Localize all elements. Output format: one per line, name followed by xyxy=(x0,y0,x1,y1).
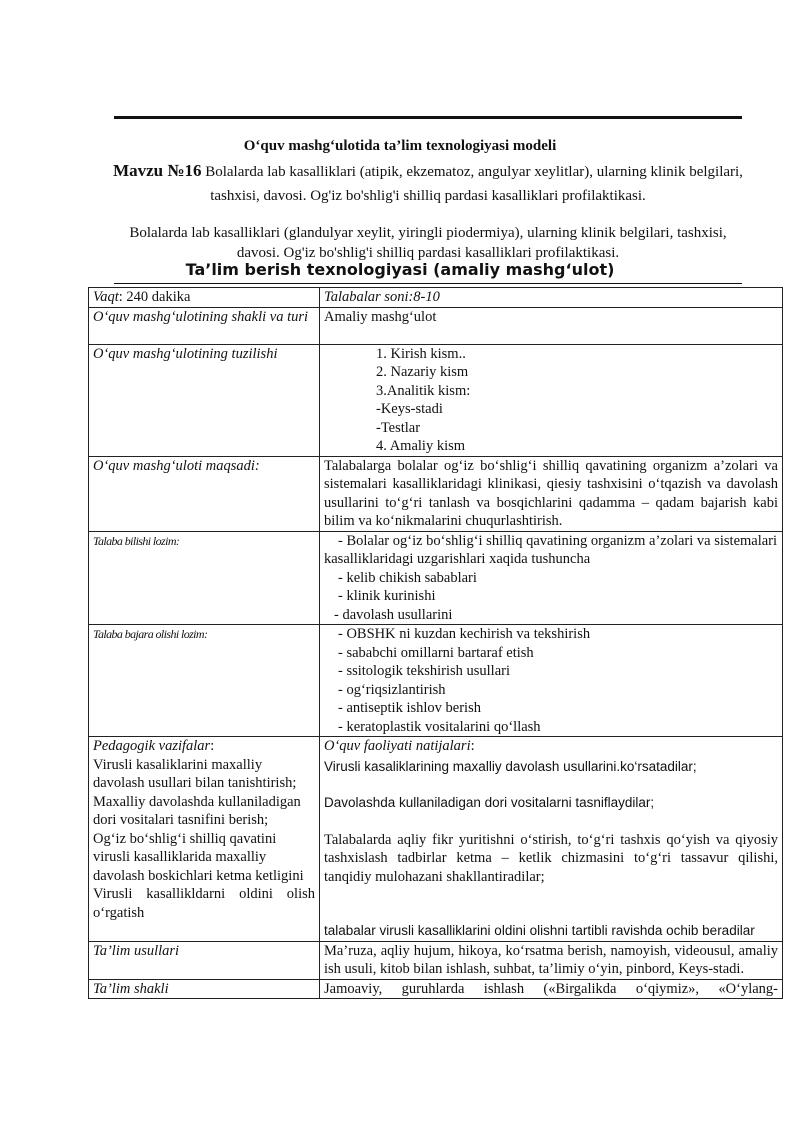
list-item: 3.Analitik kism: xyxy=(376,382,471,399)
pedagogic-line: Virusli kasaliklarini maxalliy davolash usullari bilan tanishtirish; xyxy=(93,756,297,791)
list-item: -Testlar xyxy=(376,419,421,436)
list-item: 2. Nazariy kism xyxy=(376,364,469,380)
top-rule xyxy=(114,116,742,119)
structure-label: O‘quv mashg‘ulotining tuzilishi xyxy=(89,344,320,456)
list-item: - davolash usullarini xyxy=(334,606,453,623)
do-label-cell xyxy=(89,625,320,737)
list-item: - klinik kurinishi xyxy=(338,588,436,604)
pedagogic-line: Maxalliy davolashda kullaniladigan dori vositalari tasnifini berish; xyxy=(93,793,301,828)
pedagogic-cell: Pedagogik vazifalar: Virusli kasaliklarini maxalliy davolash usullari bilan tanishtirish; Maxalliy davolashda kullaniladigan dori vositalari tasnifini berish; Og‘iz bo‘shlig‘i shilliq qavatini virusli kasalliklarida maxalliy davolash boskichlari ketma ketligini Virusli kasallikldarni oldini olish o‘rgatish xyxy=(89,737,320,942)
table-row xyxy=(89,288,783,308)
form-value: Jamoaviy, guruhlarda ishlash («Birgalikda o‘qiymiz», «O‘ylang- xyxy=(320,979,783,999)
type-value: Amaliy mashg‘ulot xyxy=(320,307,783,344)
time-value: : 240 dakika xyxy=(118,289,191,305)
list-item: - ssitologik tekshirish usullari xyxy=(338,663,510,679)
table-row xyxy=(89,307,783,344)
list-item: - sababchi omillarni bartaraf etish xyxy=(338,644,534,661)
list-item: - Bolalar og‘iz bo‘shlig‘i shilliq qavatining organizm a’zolari va sistemalari kasalliklaridagi uzgarishlari xaqida tushuncha xyxy=(324,532,778,567)
results-line: Talabalarda aqliy fikr yuritishni o‘stirish, to‘g‘ri tashxis qo‘yish va qiyosiy tashxislash tadbirlar ketma – ketlik chizmasini to‘g‘ri tassavur qilishi, tanqidiy mulohazani shakllantiradilar; xyxy=(324,831,778,885)
results-line: talabalar virusli kasalliklarini oldini olishni tartibli ravishda ochib beradilar xyxy=(324,923,755,938)
results-line: Davolashda kullaniladigan dori vositalarni tasniflaydilar; xyxy=(324,795,655,810)
topic-paragraph-2: Bolalarda lab kasalliklari (glandulyar xeylit, yiringli piodermiya), ularning klinik belgilari, tashxisi, davosi. Og'iz bo'shlig'i shilliq pardasi kasalliklari profilaktikasi. xyxy=(129,225,727,261)
structure-list xyxy=(320,344,783,456)
document-title: O‘quv mashg‘ulotida ta’lim texnologiyasi modeli xyxy=(243,138,557,154)
methods-value: Ma’ruza, aqliy hujum, hikoya, ko‘rsatma berish, namoyish, videousul, amaliy ish usuli, kitob bilan ishlash, suhbat, ta’limiy o‘yin, pinbord, Keys-stadi. xyxy=(320,941,783,979)
pedagogic-label: Pedagogik vazifalar xyxy=(93,738,211,754)
table-row xyxy=(89,344,783,456)
list-item: - og‘riqsizlantirish xyxy=(338,681,446,698)
know-label: Talaba bilishi lozim: xyxy=(93,533,180,548)
goal-label: O‘quv mashg‘uloti maqsadi: xyxy=(89,456,320,531)
table-row xyxy=(89,941,783,979)
topic-text: Bolalarda lab kasalliklari (atipik, ekzematoz, angulyar xeylitlar), ularning klinik belgilari, tashxisi, davosi. Og'iz bo'shlig'i shilliq pardasi kasalliklari profilaktikasi. xyxy=(205,164,743,204)
results-label: O‘quv faoliyati natijalari xyxy=(324,738,471,754)
form-label: Ta’lim shakli xyxy=(89,979,320,999)
list-item: - antiseptik ishlov berish xyxy=(338,700,481,716)
pedagogic-line: Og‘iz bo‘shlig‘i shilliq qavatini virusli kasalliklarida maxalliy davolash boskichlari ketma ketligini xyxy=(93,830,304,884)
students-cell xyxy=(320,288,783,308)
section-heading: Ta’lim berish texnologiyasi (amaliy mashg‘ulot) xyxy=(185,260,615,279)
list-item: 1. Kirish kism.. xyxy=(376,345,466,362)
topic-paragraph xyxy=(108,159,748,208)
list-item: -Keys-stadi xyxy=(376,401,443,417)
students-count: Talabalar soni:8-10 xyxy=(324,289,440,305)
type-label: O‘quv mashg‘ulotining shakli va turi xyxy=(89,307,320,344)
lesson-table xyxy=(88,287,783,999)
do-label: Talaba bajara olishi lozim: xyxy=(93,627,208,641)
do-list xyxy=(320,625,783,737)
topic-label: Mavzu №16 xyxy=(113,161,202,180)
list-item: 4. Amaliy kism xyxy=(376,438,466,454)
time-label: Vaqt xyxy=(93,289,119,305)
know-list xyxy=(320,531,783,625)
methods-label: Ta’lim usullari xyxy=(89,941,320,979)
table-row xyxy=(89,979,783,999)
heading-rule xyxy=(114,283,742,284)
table-row xyxy=(89,737,783,942)
results-line: Virusli kasaliklarining maxalliy davolash usullarini.ko‘rsatadilar; xyxy=(324,758,697,774)
goal-value: Talabalarga bolalar og‘iz bo‘shlig‘i shilliq qavatining organizm a’zolari va sistemalari kasalliklaridagi klinikasi, qiesiy tashxisini o‘tqazish va davolash usullarini to‘g‘ri tanlash va bosqichlarini qadamma – qadam bajarish kabi bilim va ko‘nikmalarini chuqurlashtirish. xyxy=(320,456,783,531)
list-item: - kelib chikish sabablari xyxy=(338,569,477,586)
list-item: - OBSHK ni kuzdan kechirish va tekshirish xyxy=(338,626,591,642)
list-item: - keratoplastik vositalarini qo‘llash xyxy=(338,718,541,735)
know-label-cell xyxy=(89,531,320,625)
pedagogic-line: Virusli kasallikldarni oldini olish o‘rgatish xyxy=(93,886,315,921)
time-cell xyxy=(89,288,320,308)
results-cell: O‘quv faoliyati natijalari: Virusli kasaliklarining maxalliy davolash usullarini.ko‘rsatadilar; Davolashda kullaniladigan dori vositalarni tasniflaydilar; Talabalarda aqliy fikr yuritishni o‘stirish, to‘g‘ri tashxis qo‘yish va qiyosiy tashxislash tadbirlar ketma – ketlik chizmasini to‘g‘ri tassavur qilishi, tanqidiy mulohazani shakllantiradilar; talabalar virusli kasalliklarini oldini olishni tartibli ravishda ochib beradilar xyxy=(320,737,783,942)
table-row xyxy=(89,625,783,737)
table-row xyxy=(89,456,783,531)
table-row xyxy=(89,531,783,625)
